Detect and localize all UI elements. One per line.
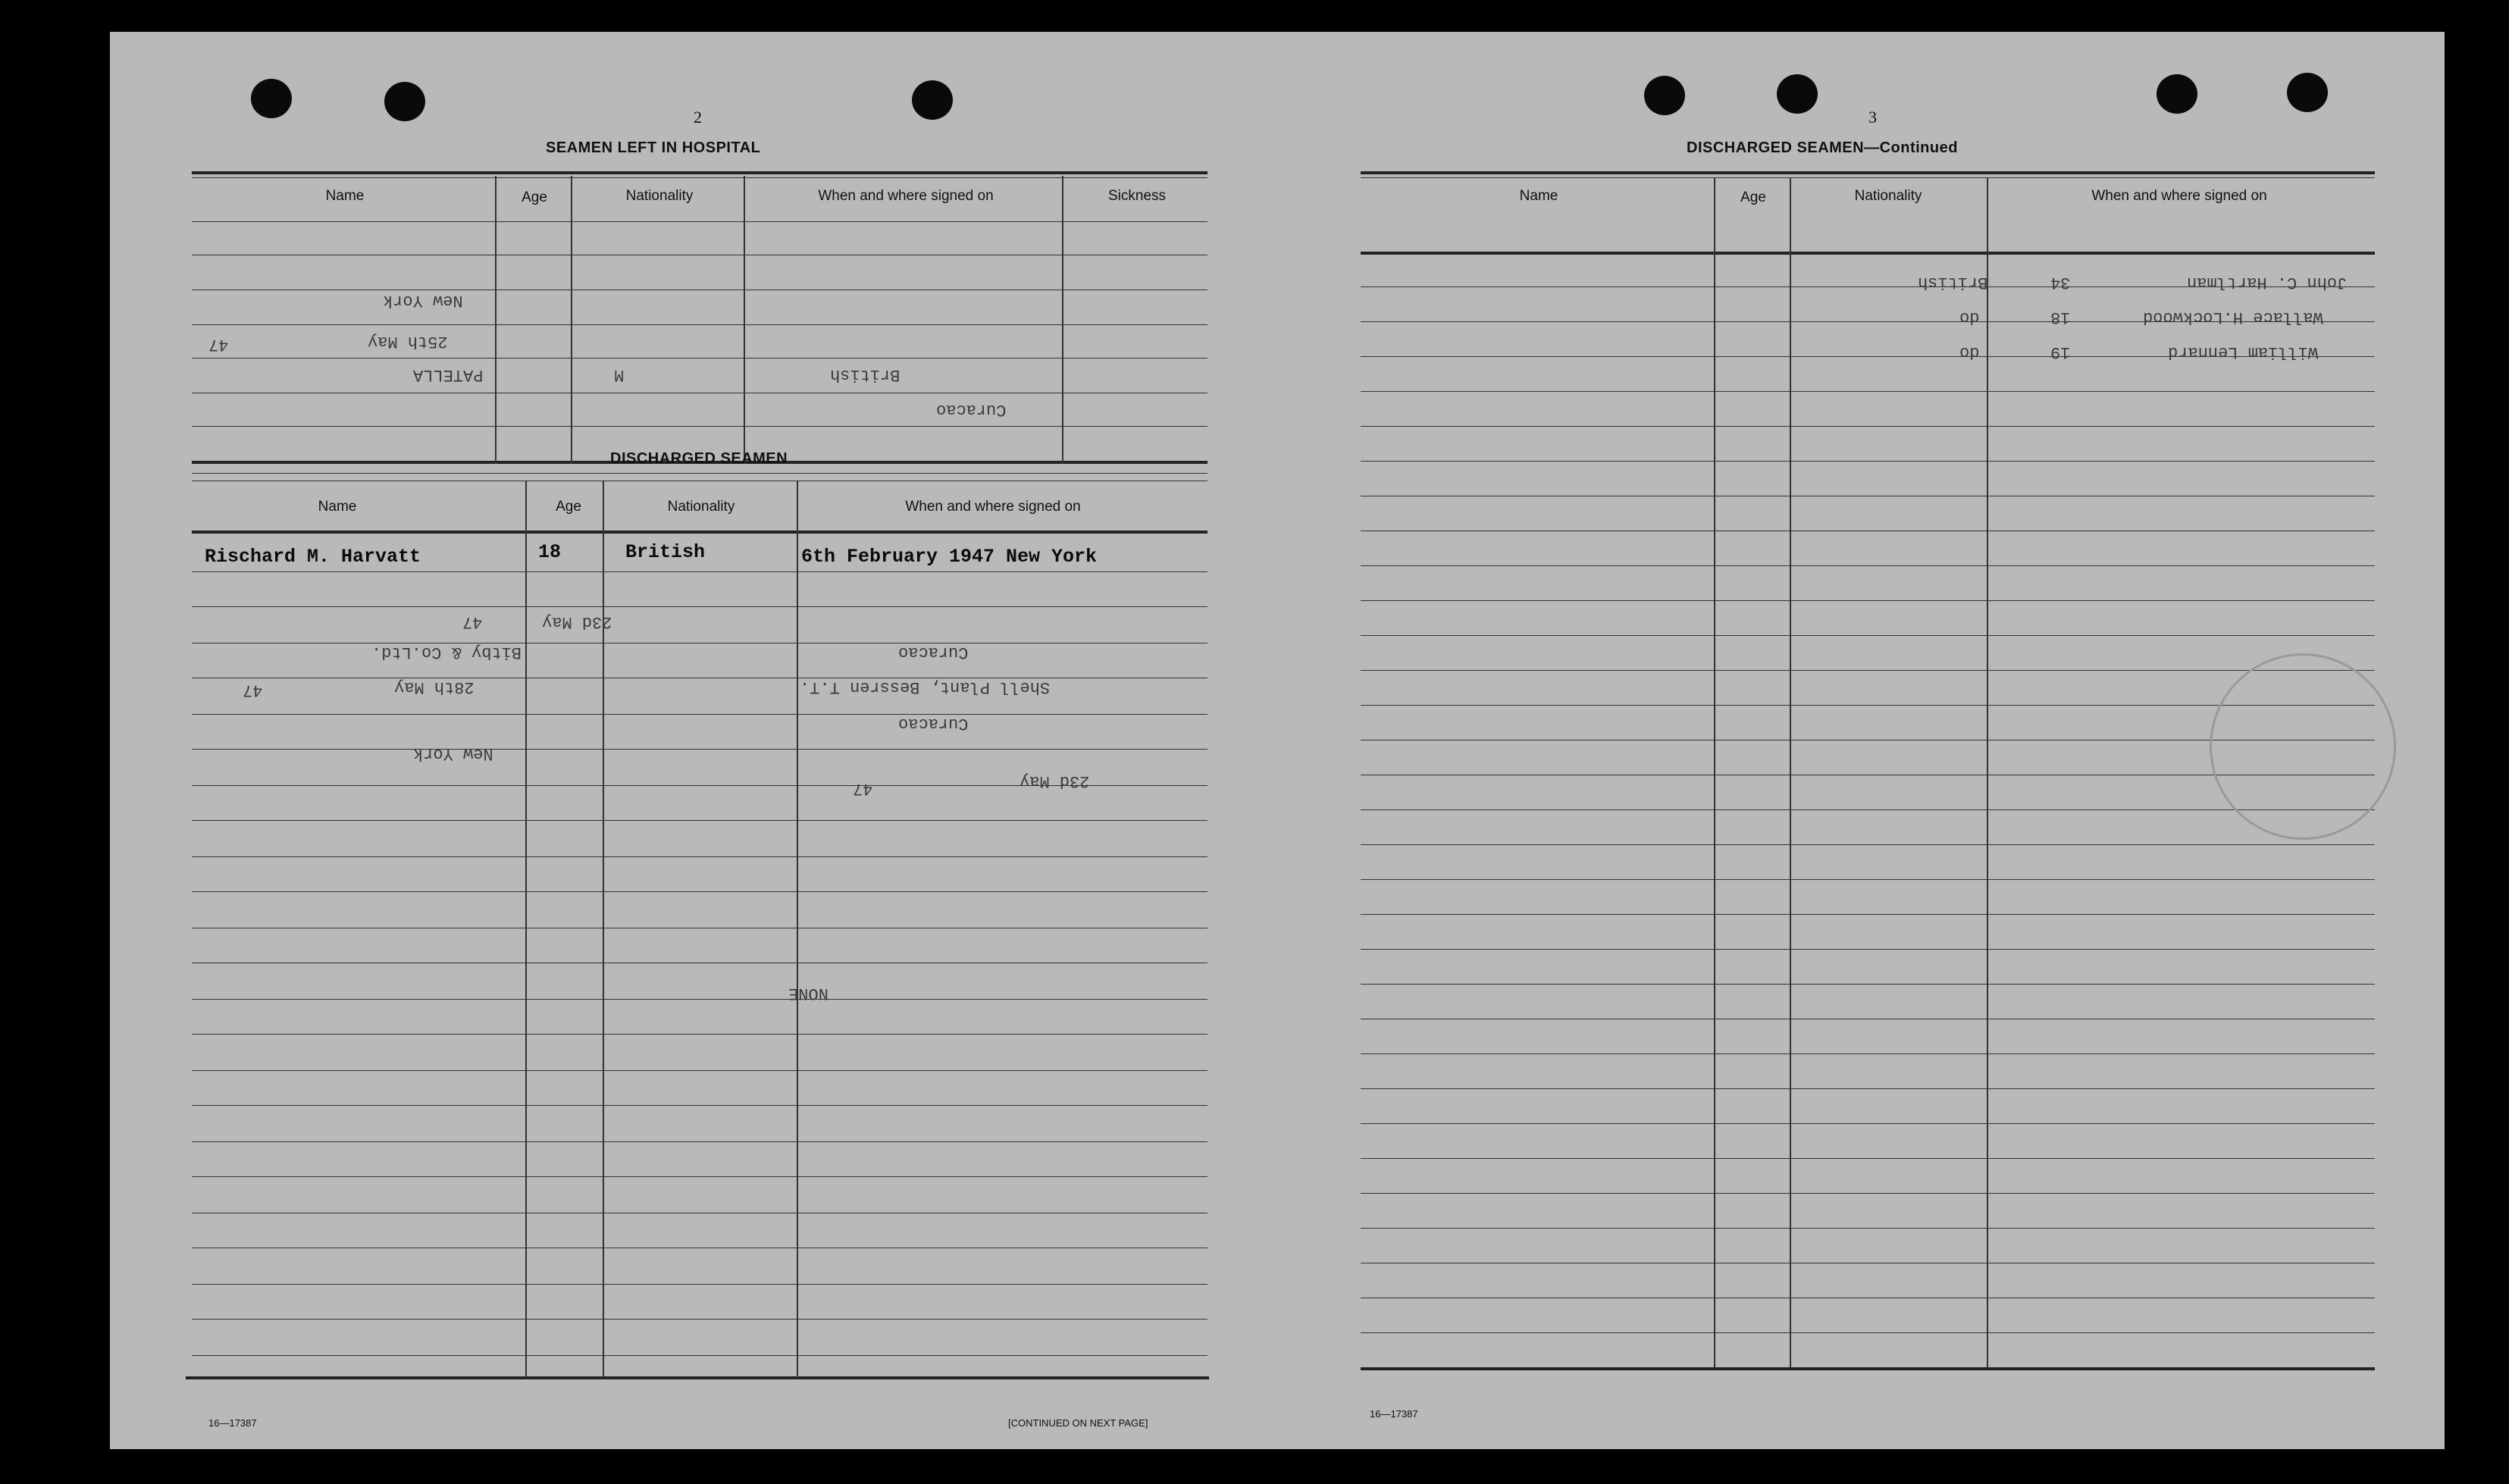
seaman-name: Rischard M. Harvatt (205, 546, 421, 568)
hospital-header-signed-on: When and where signed on (818, 188, 994, 204)
discharged-header-age: Age (556, 499, 581, 515)
bleed-through-text: 47 (208, 335, 229, 354)
rule (192, 606, 1208, 607)
rule (1361, 171, 2375, 174)
rule (1361, 461, 2375, 462)
column-divider (495, 176, 496, 464)
rule (192, 856, 1208, 857)
rule (192, 1319, 1208, 1320)
rule (1361, 252, 2375, 255)
bleed-through-text: do (1959, 343, 1980, 362)
rule (1361, 565, 2375, 566)
column-divider (525, 481, 527, 1378)
rule (192, 749, 1208, 750)
page-number: 2 (694, 108, 702, 127)
rule (1361, 177, 2375, 178)
rule (1361, 1158, 2375, 1159)
bleed-through-text: 47 (243, 681, 263, 700)
bleed-through-text: 23d May (542, 612, 612, 631)
page-number: 3 (1868, 108, 1877, 127)
rule (1361, 600, 2375, 601)
rule (1361, 635, 2375, 636)
bleed-through-text: M (614, 365, 625, 384)
hospital-header-name: Name (325, 188, 365, 204)
column-divider (797, 481, 798, 1378)
bleed-through-text: Curacao (898, 643, 969, 662)
bleed-through-text: do (1959, 308, 1980, 327)
discharged-continued-title: DISCHARGED SEAMEN—Continued (1687, 139, 1958, 156)
seaman-nationality: British (625, 541, 706, 563)
bleed-through-text: British (830, 365, 901, 384)
bleed-through-text: 19 (2050, 343, 2071, 362)
bleed-through-text: 34 (2050, 273, 2071, 292)
document-sheet (110, 32, 2445, 1449)
rule (1361, 391, 2375, 392)
rule (1361, 1088, 2375, 1089)
faded-stamp (2210, 653, 2396, 840)
rule (192, 177, 1208, 178)
bleed-through-text: PATELLA (413, 365, 484, 384)
column-divider (1714, 177, 1715, 1367)
rule (192, 531, 1208, 534)
rule (1361, 949, 2375, 950)
column-divider (1062, 176, 1063, 464)
bleed-through-text: 18 (2050, 308, 2071, 327)
discharged-header-signed-on: When and where signed on (905, 499, 1081, 515)
rule (192, 1034, 1208, 1035)
column-divider (1790, 177, 1791, 1367)
rule (192, 820, 1208, 821)
rule (1361, 879, 2375, 880)
bleed-through-text: NONE (788, 984, 829, 1003)
column-divider (1987, 177, 1988, 1367)
bleed-through-text: Curacao (898, 714, 969, 733)
bleed-through-text: New York (383, 291, 463, 310)
rule (1361, 844, 2375, 845)
rule (192, 571, 1208, 572)
rule (1361, 1367, 2375, 1370)
bleed-through-text: William Lennard (2168, 343, 2319, 362)
rule (186, 1376, 1209, 1379)
rule (192, 999, 1208, 1000)
bleed-through-text: British (1918, 273, 1988, 292)
rule (1361, 670, 2375, 671)
rule (192, 426, 1208, 427)
hospital-header-sickness: Sickness (1107, 188, 1167, 204)
discharged-header-name: Name (318, 499, 357, 515)
bleed-through-text: John C. Hartlman (2187, 273, 2348, 292)
bleed-through-text: Shell Plant, Bessren T.T. (800, 678, 1051, 697)
continued-header-nationality: Nationality (1854, 188, 1922, 204)
rule (1361, 984, 2375, 985)
rule (192, 1070, 1208, 1071)
seaman-age: 18 (538, 541, 562, 563)
continued-header-signed-on: When and where signed on (2091, 188, 2267, 204)
rule (1361, 1193, 2375, 1194)
rule (192, 171, 1208, 174)
rule (192, 891, 1208, 892)
bleed-through-text: Curacao (936, 400, 1007, 419)
continued-header-name: Name (1519, 188, 1558, 204)
column-divider (744, 176, 745, 464)
rule (192, 1141, 1208, 1142)
hospital-header-age: Age (522, 189, 547, 205)
rule (1361, 914, 2375, 915)
rule (1361, 1123, 2375, 1124)
right-page (1277, 32, 2445, 1449)
rule (1361, 1228, 2375, 1229)
form-number: 16—17387 (1370, 1408, 1418, 1420)
bleed-through-text: Bitby & Co.Ltd. (371, 643, 522, 662)
bleed-through-text: 25th May (368, 332, 448, 351)
rule (192, 1284, 1208, 1285)
bleed-through-text: 28th May (394, 678, 475, 697)
rule (192, 473, 1208, 474)
continued-header-age: Age (1740, 189, 1766, 205)
discharged-header-nationality: Nationality (667, 499, 735, 515)
continued-note: [CONTINUED ON NEXT PAGE] (1008, 1417, 1148, 1429)
rule (1361, 1332, 2375, 1333)
rule (192, 221, 1208, 222)
rule (1361, 809, 2375, 810)
left-page (110, 32, 1217, 1449)
rule (192, 1176, 1208, 1177)
hospital-section-title: SEAMEN LEFT IN HOSPITAL (546, 139, 761, 156)
column-divider (571, 176, 572, 464)
discharged-section-title: DISCHARGED SEAMEN (610, 450, 788, 467)
bleed-through-text: 23d May (1020, 772, 1090, 791)
bleed-through-text: 47 (462, 612, 483, 631)
rule (192, 1105, 1208, 1106)
bleed-through-text: New York (413, 744, 493, 763)
hospital-header-nationality: Nationality (625, 188, 694, 204)
bleed-through-text: Wallace H.Lockwood (2143, 308, 2323, 327)
rule (1361, 426, 2375, 427)
form-number: 16—17387 (208, 1417, 257, 1429)
rule (192, 714, 1208, 715)
rule (192, 1355, 1208, 1356)
bleed-through-text: 47 (853, 779, 873, 798)
rule (192, 324, 1208, 325)
seaman-signed-on: 6th February 1947 New York (801, 546, 1098, 568)
